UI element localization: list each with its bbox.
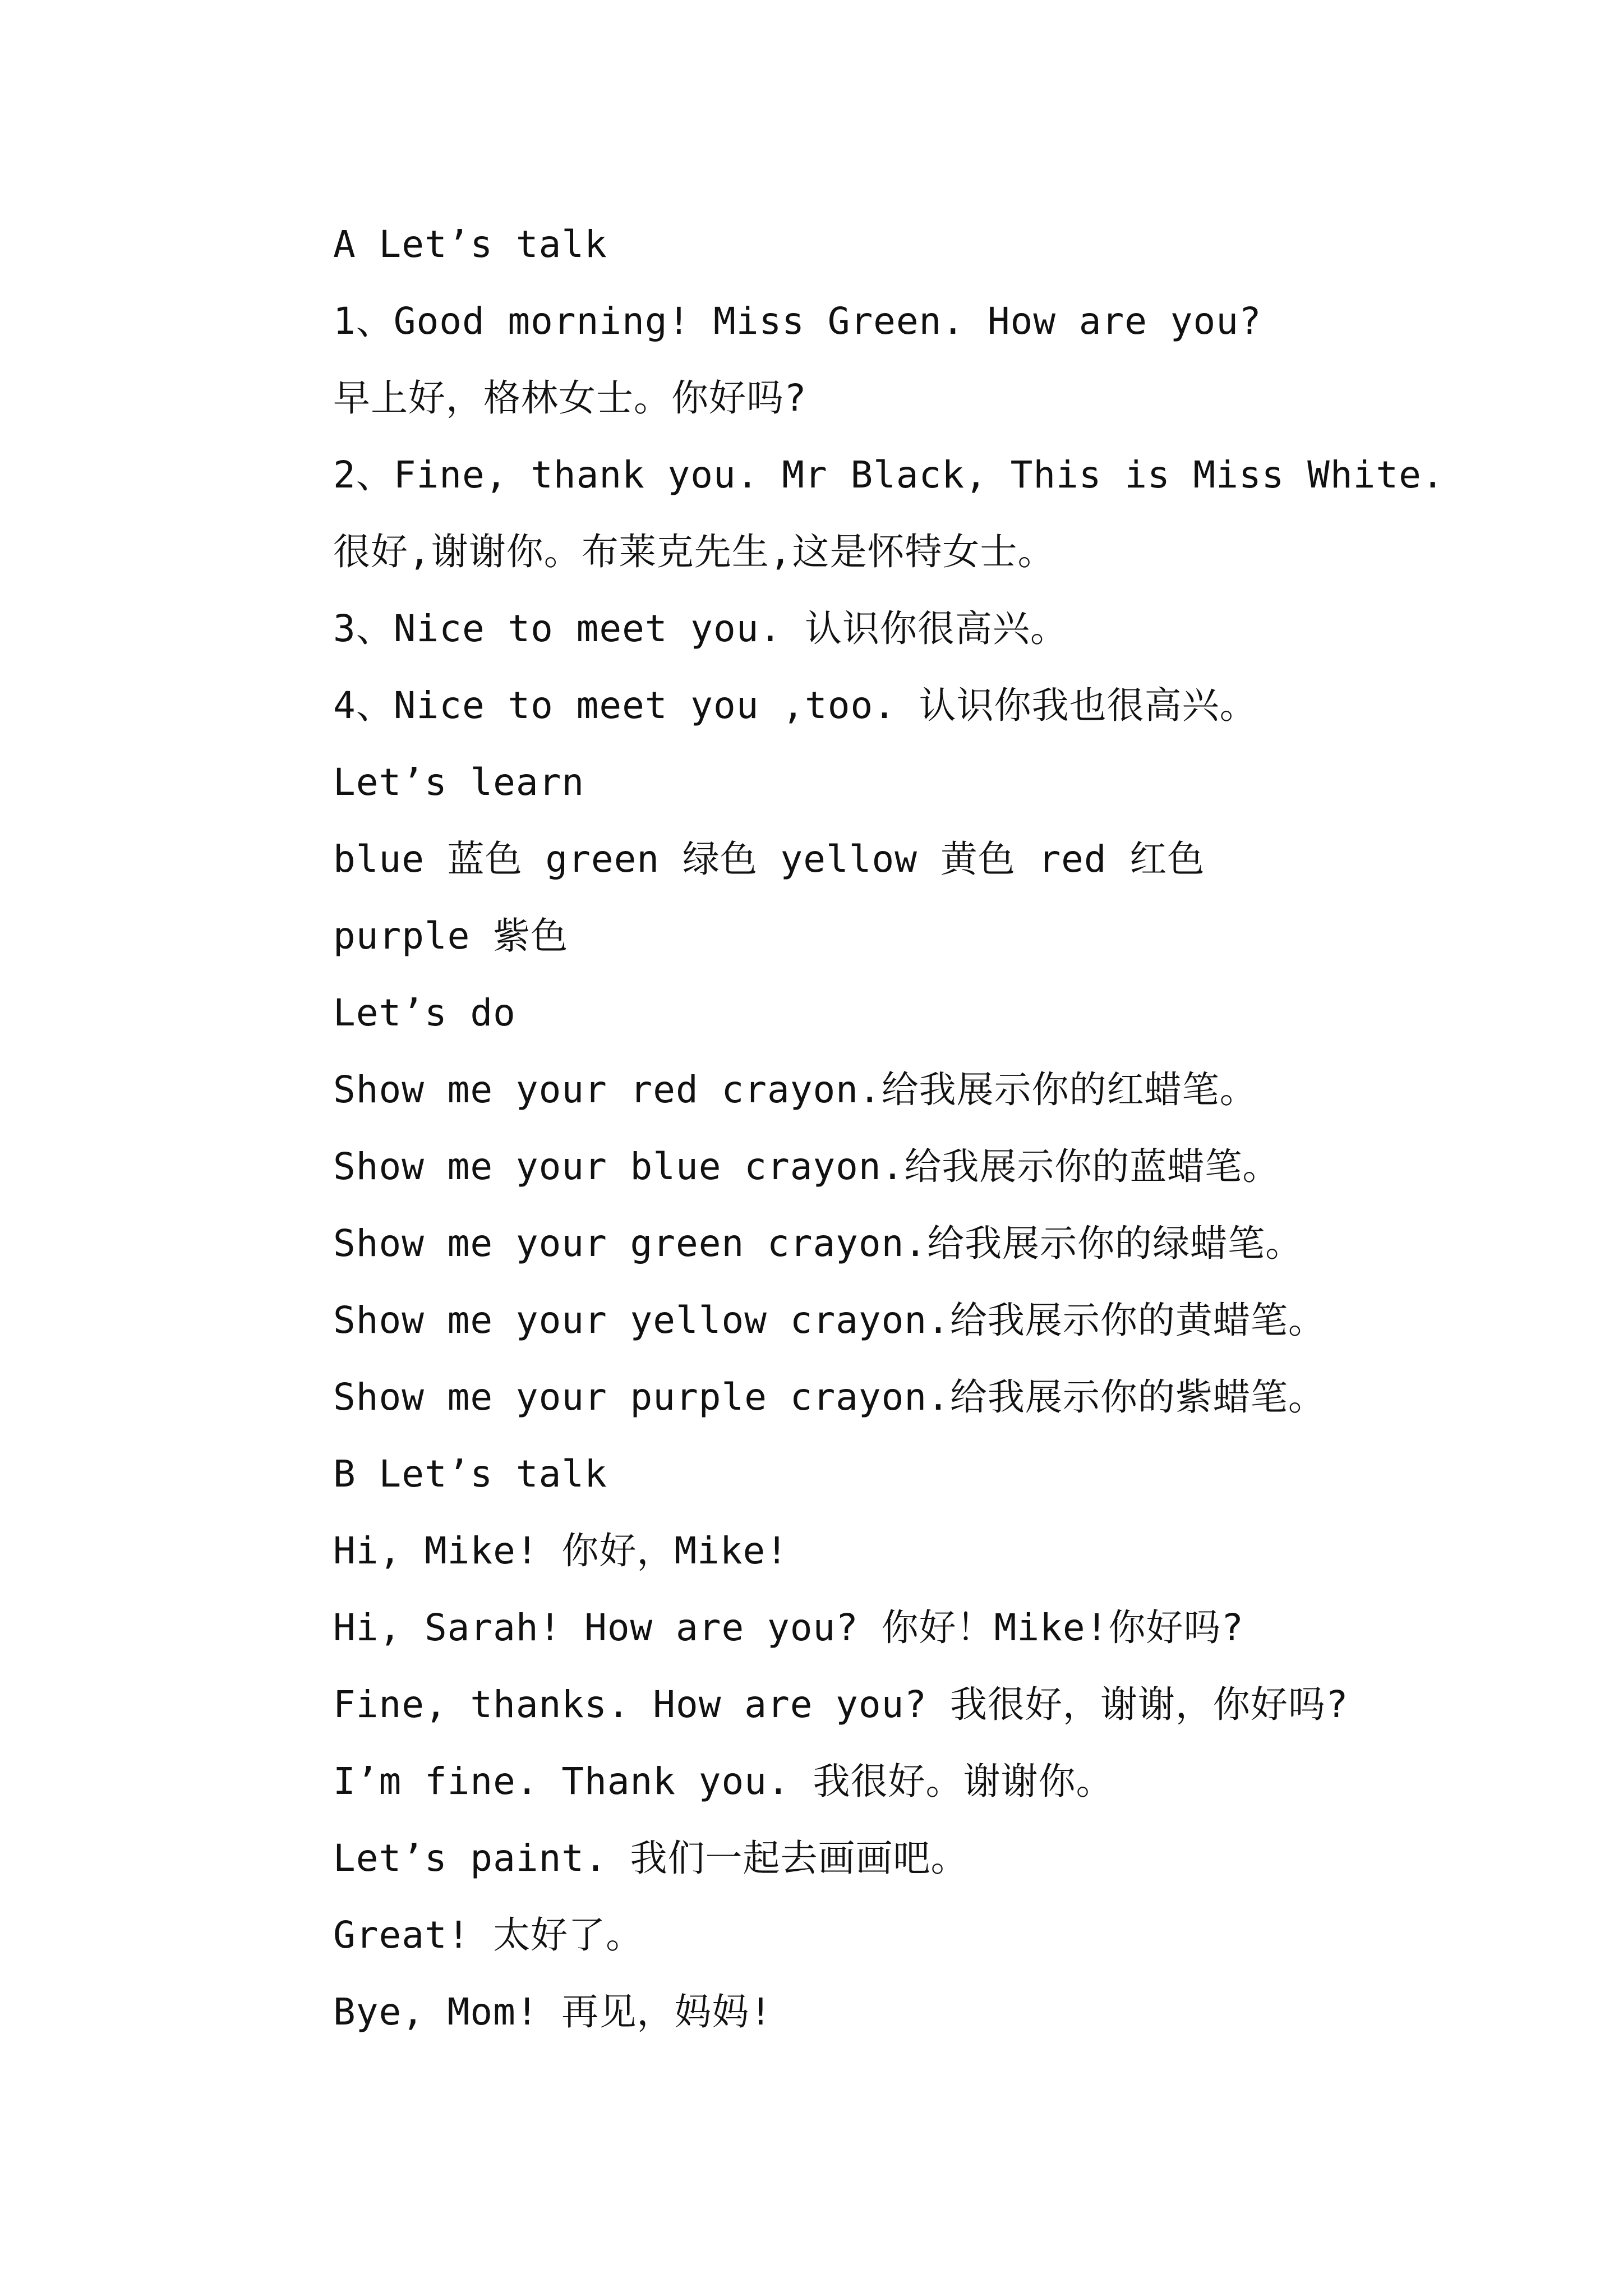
- dialogue-line-hi-sarah: Hi, Sarah! How are you? 你好！Mike!你好吗?: [333, 1606, 1244, 1649]
- vocabulary-line-colors: blue 蓝色 green 绿色 yellow 黄色 red 红色: [333, 838, 1205, 881]
- dialogue-line-4: 4、Nice to meet you ,too. 认识你我也很高兴。: [333, 684, 1257, 727]
- section-heading-lets-learn: Let’s learn: [333, 761, 585, 804]
- vocabulary-line-purple: purple 紫色: [333, 914, 569, 958]
- instruction-line-red: Show me your red crayon.给我展示你的红蜡笔。: [333, 1068, 1257, 1111]
- section-heading-lets-do: Let’s do: [333, 991, 516, 1034]
- dialogue-line-bye-mom: Bye, Mom! 再见，妈妈!: [333, 1990, 773, 2033]
- section-heading-b-lets-talk: B Let’s talk: [333, 1452, 607, 1496]
- dialogue-line-fine-thanks: Fine, thanks. How are you? 我很好，谢谢，你好吗?: [333, 1683, 1349, 1726]
- dialogue-line-im-fine: I’m fine. Thank you. 我很好。谢谢你。: [333, 1760, 1114, 1803]
- dialogue-line-1: 1、Good morning! Miss Green. How are you?: [333, 300, 1262, 343]
- instruction-line-green: Show me your green crayon.给我展示你的绿蜡笔。: [333, 1222, 1303, 1265]
- instruction-line-purple: Show me your purple crayon.给我展示你的紫蜡笔。: [333, 1375, 1326, 1419]
- instruction-line-blue: Show me your blue crayon.给我展示你的蓝蜡笔。: [333, 1145, 1280, 1188]
- dialogue-line-great: Great! 太好了。: [333, 1913, 644, 1957]
- translation-line-2: 很好,谢谢你。布莱克先生,这是怀特女士。: [333, 530, 1055, 573]
- translation-line-1: 早上好，格林女士。你好吗?: [333, 376, 807, 420]
- dialogue-line-2: 2、Fine, thank you. Mr Black, This is Miss White.: [333, 453, 1445, 496]
- instruction-line-yellow: Show me your yellow crayon.给我展示你的黄蜡笔。: [333, 1299, 1326, 1342]
- document-body: [333, 222, 1539, 2066]
- dialogue-line-lets-paint: Let’s paint. 我们一起去画画吧。: [333, 1837, 969, 1880]
- dialogue-line-hi-mike: Hi, Mike! 你好，Mike!: [333, 1529, 789, 1572]
- section-heading-a-lets-talk: A Let’s talk: [333, 223, 607, 266]
- dialogue-line-3: 3、Nice to meet you. 认识你很高兴。: [333, 607, 1068, 650]
